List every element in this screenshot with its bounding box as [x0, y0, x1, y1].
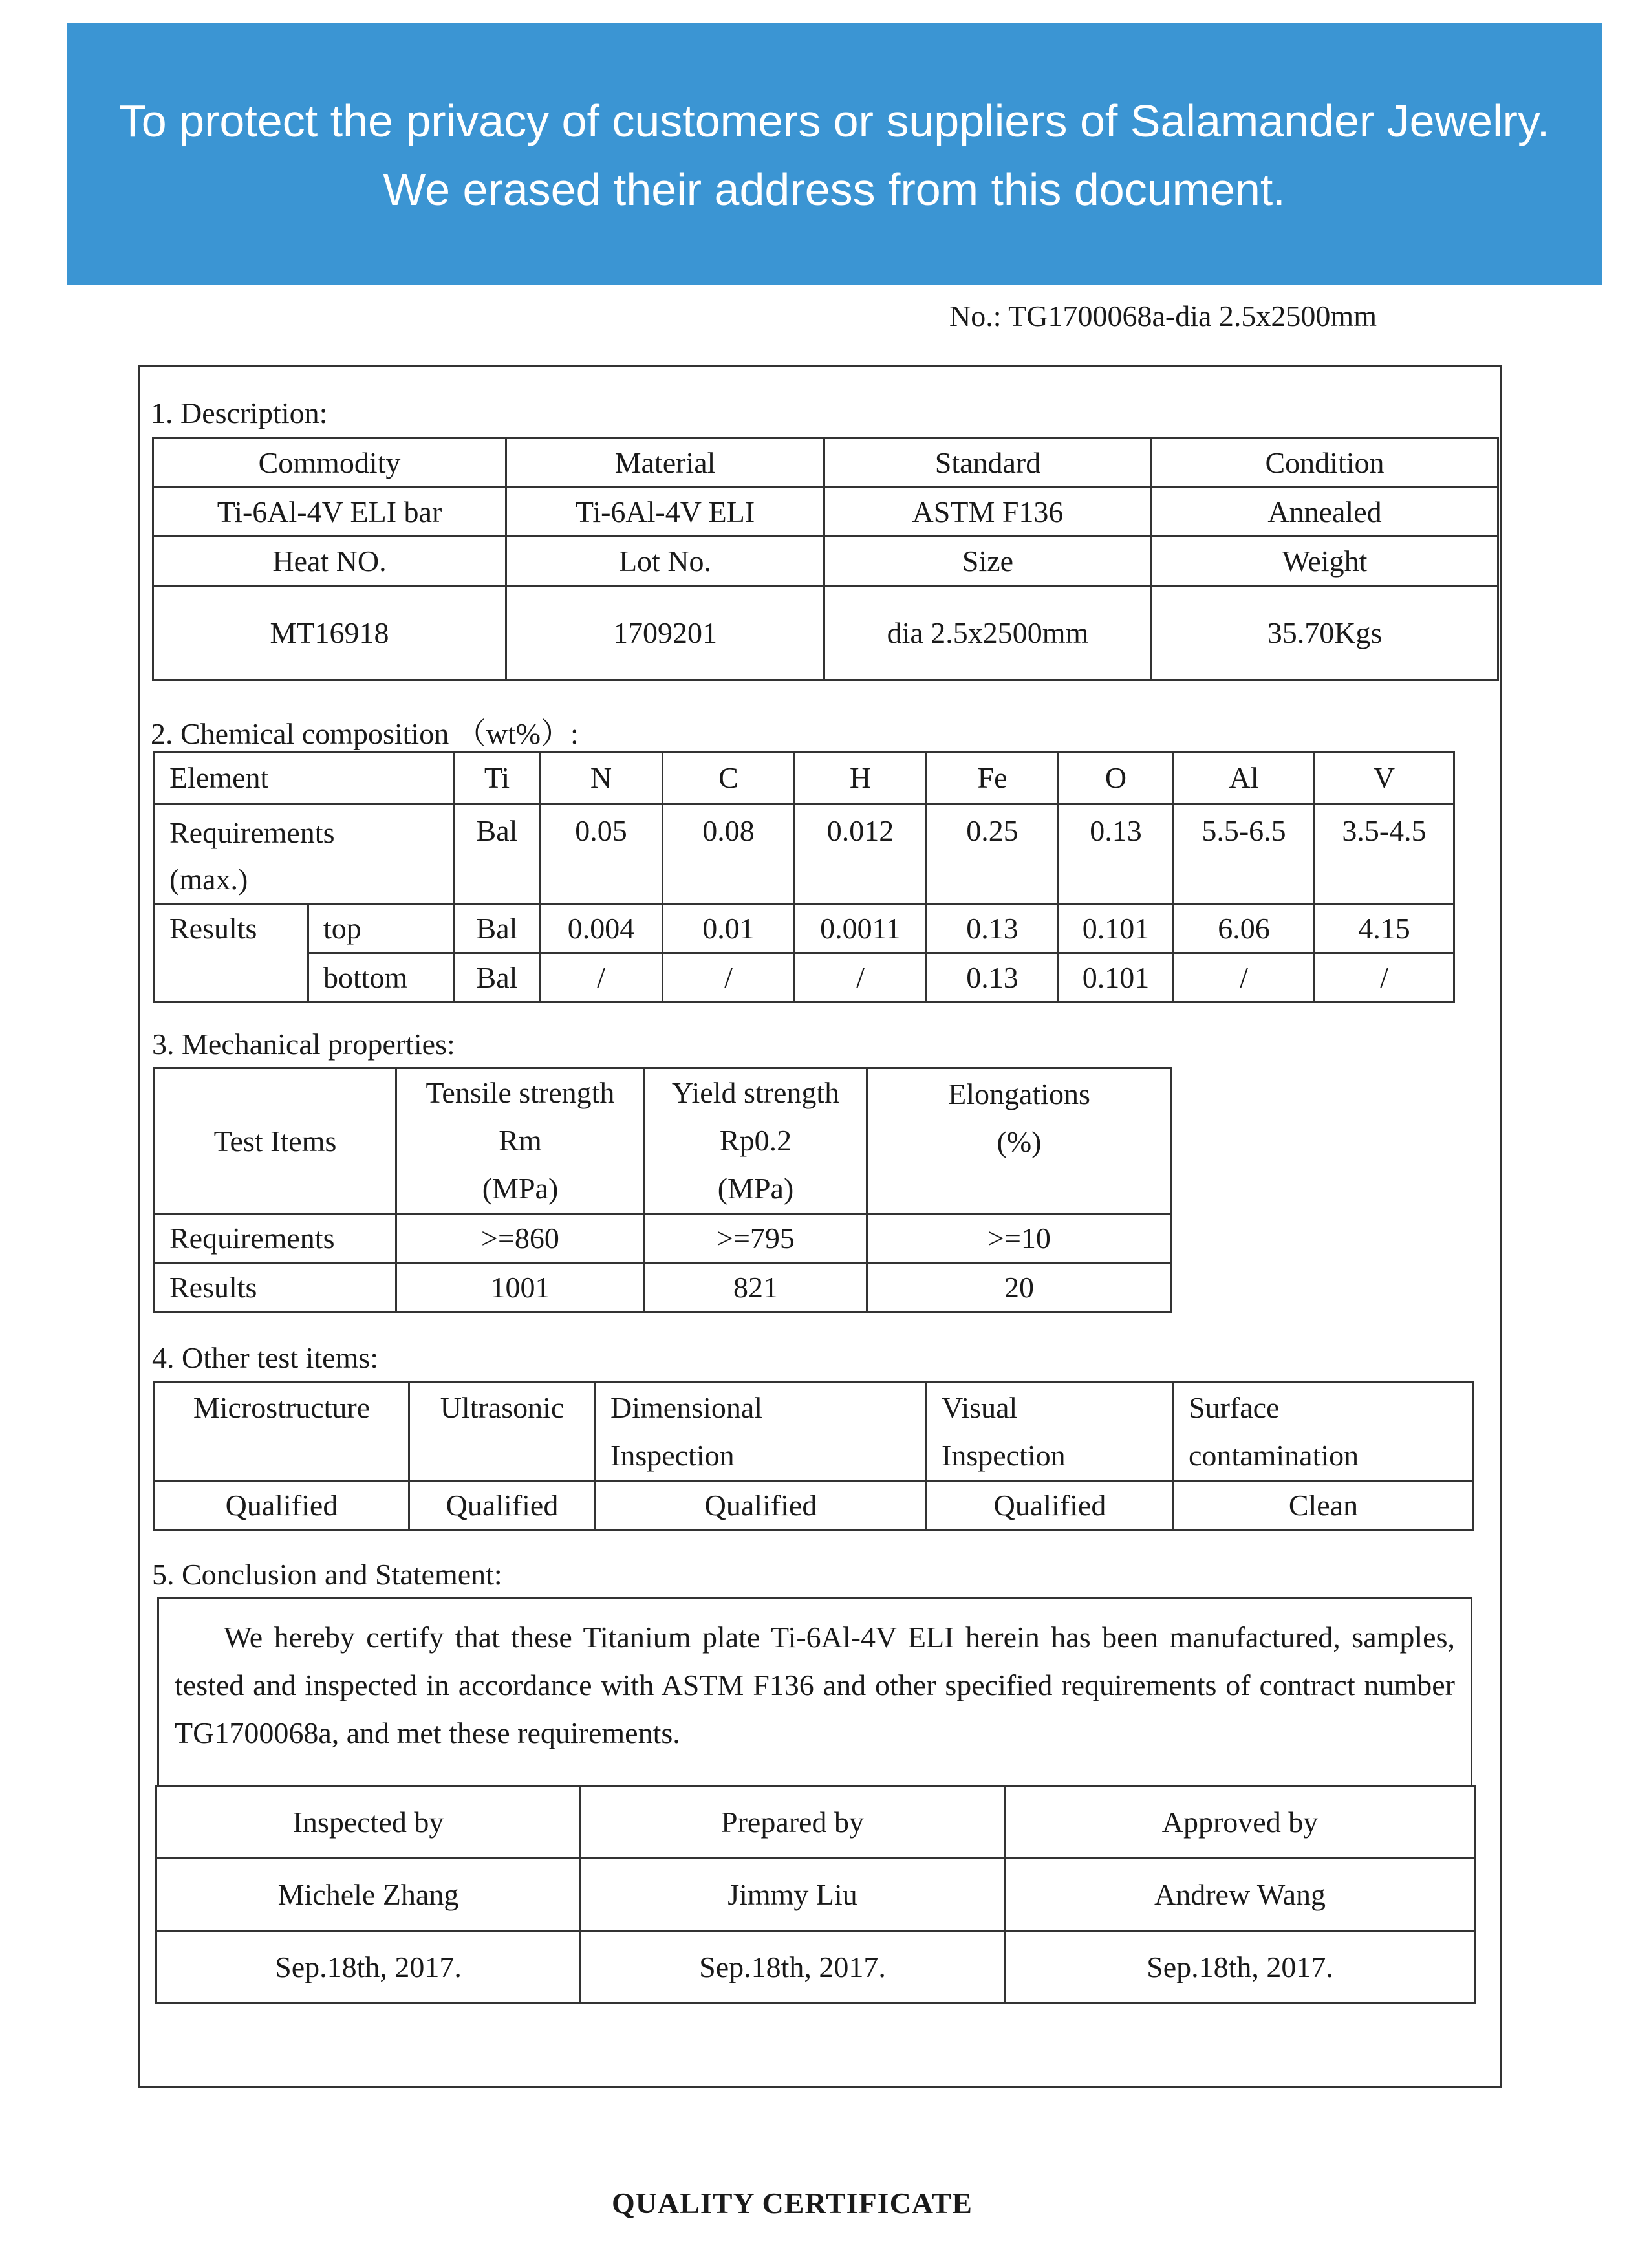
mechanical-table — [153, 1067, 1172, 1313]
ultrasonic-header: Ultrasonic — [409, 1382, 596, 1481]
microstructure-header: Microstructure — [155, 1382, 409, 1481]
result-cell: 1001 — [396, 1263, 645, 1312]
requirements-label: Requirements — [155, 1214, 396, 1263]
document-number: No.: TG1700068a-dia 2.5x2500mm — [949, 299, 1377, 332]
element-cell: Al — [1174, 752, 1315, 804]
weight-value: 35.70Kgs — [1152, 586, 1498, 680]
surface-header — [1174, 1382, 1474, 1481]
heat-no-value: MT16918 — [153, 586, 506, 680]
certificate-title: QUALITY CERTIFICATE — [612, 2187, 973, 2219]
element-row — [155, 752, 1454, 804]
result-cell: 0.101 — [1059, 953, 1174, 1002]
requirement-cell: 0.25 — [927, 804, 1059, 904]
tensile-line: Rm — [499, 1124, 542, 1157]
date-cell: Sep.18th, 2017. — [581, 1931, 1005, 2003]
header-line: contamination — [1189, 1439, 1359, 1472]
preparer-name: Jimmy Liu — [581, 1859, 1005, 1931]
elongation-header — [867, 1068, 1172, 1214]
element-cell: O — [1059, 752, 1174, 804]
result-cell: Bal — [455, 904, 540, 953]
header-cell: Standard — [824, 438, 1152, 488]
result-cell: 821 — [645, 1263, 867, 1312]
result-cell: Clean — [1174, 1481, 1474, 1530]
section-mechanical-heading: 3. Mechanical properties: — [152, 1028, 455, 1061]
signature-table — [155, 1785, 1476, 2004]
requirement-cell: 5.5-6.5 — [1174, 804, 1315, 904]
inspected-by-label: Inspected by — [156, 1786, 581, 1859]
results-top-row — [155, 904, 1454, 953]
result-cell: Qualified — [155, 1481, 409, 1530]
requirements-label-text: Requirements — [169, 816, 335, 849]
tensile-line: (MPa) — [482, 1172, 559, 1205]
result-cell: 4.15 — [1315, 904, 1454, 953]
yield-line: Rp0.2 — [719, 1124, 792, 1157]
requirement-cell: 0.05 — [540, 804, 663, 904]
yield-header — [645, 1068, 867, 1214]
section-other-heading: 4. Other test items: — [152, 1341, 379, 1374]
results-bottom-row — [155, 953, 1454, 1002]
yield-line: Yield strength — [671, 1076, 840, 1109]
result-cell: Qualified — [409, 1481, 596, 1530]
size-value: dia 2.5x2500mm — [824, 586, 1152, 680]
mechanical-requirements-row — [155, 1214, 1172, 1263]
roles-row — [156, 1786, 1476, 1859]
requirement-cell: >=795 — [645, 1214, 867, 1263]
requirement-cell: >=10 — [867, 1214, 1172, 1263]
requirement-cell: Bal — [455, 804, 540, 904]
header-cell: Size — [824, 537, 1152, 586]
section-conclusion-heading: 5. Conclusion and Statement: — [152, 1558, 502, 1591]
mechanical-results-row — [155, 1263, 1172, 1312]
banner-line-2: We erased their address from this document. — [383, 164, 1286, 215]
header-cell: Heat NO. — [153, 537, 506, 586]
requirement-cell: 3.5-4.5 — [1315, 804, 1454, 904]
result-cell: 0.101 — [1059, 904, 1174, 953]
dimensional-header — [596, 1382, 927, 1481]
prepared-by-label: Prepared by — [581, 1786, 1005, 1859]
requirements-row — [155, 804, 1454, 904]
header-cell: Lot No. — [506, 537, 824, 586]
inspector-name: Michele Zhang — [156, 1859, 581, 1931]
header-line: Inspection — [610, 1439, 735, 1472]
visual-header — [927, 1382, 1174, 1481]
element-label: Element — [155, 752, 455, 804]
banner-line-1: To protect the privacy of customers or suppliers of Salamander Jewelry. — [118, 96, 1550, 146]
result-cell: Bal — [455, 953, 540, 1002]
names-row — [156, 1859, 1476, 1931]
header-line: Dimensional — [610, 1391, 763, 1424]
lot-no-value: 1709201 — [506, 586, 824, 680]
standard-value: ASTM F136 — [824, 488, 1152, 537]
chemical-table — [153, 751, 1455, 1003]
statement-text: We hereby certify that these Titanium plate Ti-6Al-4V ELI herein has been manufactured, samples, tested and inspected in accordance with ASTM F136 and other specified requirements of contract number TG1700068a, and met these requirements. — [175, 1621, 1455, 1749]
result-cell: / — [1315, 953, 1454, 1002]
result-cell: / — [1174, 953, 1315, 1002]
section-chemical-heading: 2. Chemical composition （wt%）: — [151, 717, 579, 750]
description-header-row-2 — [153, 537, 1498, 586]
approver-name: Andrew Wang — [1005, 1859, 1476, 1931]
bottom-label: bottom — [308, 953, 455, 1002]
element-cell: Fe — [927, 752, 1059, 804]
element-cell: V — [1315, 752, 1454, 804]
mechanical-header-row — [155, 1068, 1172, 1214]
description-table — [152, 437, 1499, 681]
conclusion-statement — [157, 1597, 1472, 1786]
result-cell: Qualified — [927, 1481, 1174, 1530]
elongation-line: Elongations — [948, 1077, 1090, 1110]
result-cell: / — [540, 953, 663, 1002]
header-cell: Weight — [1152, 537, 1498, 586]
result-cell: 0.13 — [927, 953, 1059, 1002]
element-cell: Ti — [455, 752, 540, 804]
other-header-row — [155, 1382, 1474, 1481]
description-value-row-2 — [153, 586, 1498, 680]
date-cell: Sep.18th, 2017. — [156, 1931, 581, 2003]
header-cell: Material — [506, 438, 824, 488]
date-cell: Sep.18th, 2017. — [1005, 1931, 1476, 2003]
result-cell: 0.0011 — [795, 904, 927, 953]
element-cell: H — [795, 752, 927, 804]
requirement-cell: 0.012 — [795, 804, 927, 904]
header-cell: Condition — [1152, 438, 1498, 488]
other-results-row — [155, 1481, 1474, 1530]
test-items-header: Test Items — [155, 1068, 396, 1214]
element-cell: C — [663, 752, 795, 804]
privacy-banner — [67, 23, 1602, 285]
result-cell: 20 — [867, 1263, 1172, 1312]
result-cell: Qualified — [596, 1481, 927, 1530]
header-cell: Commodity — [153, 438, 506, 488]
condition-value: Annealed — [1152, 488, 1498, 537]
results-label: Results — [155, 904, 308, 1002]
result-cell: 6.06 — [1174, 904, 1315, 953]
tensile-line: Tensile strength — [426, 1076, 615, 1109]
approved-by-label: Approved by — [1005, 1786, 1476, 1859]
result-cell: / — [795, 953, 927, 1002]
result-cell: 0.13 — [927, 904, 1059, 953]
requirements-label — [155, 804, 455, 904]
material-value: Ti-6Al-4V ELI — [506, 488, 824, 537]
header-line: Surface — [1189, 1391, 1280, 1424]
yield-line: (MPa) — [717, 1172, 794, 1205]
description-header-row — [153, 438, 1498, 488]
elongation-line: (%) — [997, 1125, 1042, 1158]
header-line: Inspection — [942, 1439, 1066, 1472]
dates-row — [156, 1931, 1476, 2003]
tensile-header — [396, 1068, 645, 1214]
element-cell: N — [540, 752, 663, 804]
section-description-heading: 1. Description: — [151, 396, 328, 429]
requirement-cell: 0.08 — [663, 804, 795, 904]
result-cell: 0.004 — [540, 904, 663, 953]
commodity-value: Ti-6Al-4V ELI bar — [153, 488, 506, 537]
header-line: Visual — [942, 1391, 1018, 1424]
requirements-label-sub: (max.) — [169, 863, 248, 896]
result-cell: 0.01 — [663, 904, 795, 953]
result-cell: / — [663, 953, 795, 1002]
top-label: top — [308, 904, 455, 953]
requirement-cell: >=860 — [396, 1214, 645, 1263]
description-value-row — [153, 488, 1498, 537]
requirement-cell: 0.13 — [1059, 804, 1174, 904]
other-tests-table — [153, 1381, 1474, 1531]
results-label: Results — [155, 1263, 396, 1312]
